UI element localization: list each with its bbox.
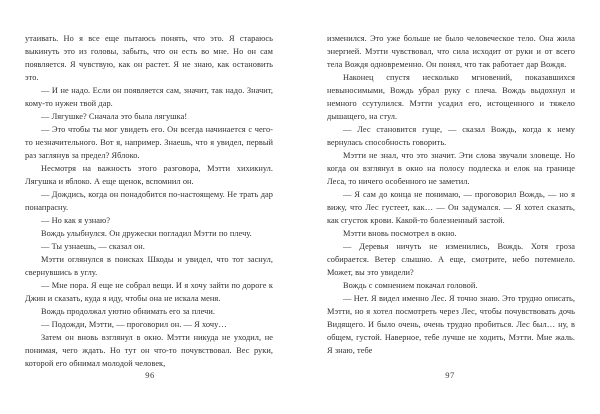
paragraph: Мэтти вновь посмотрел в окно.: [343, 228, 457, 238]
paragraph: — И не надо. Если он появляется сам, значит, так надо. Значит, кому-то нужен твой дар.: [25, 85, 273, 108]
paragraph: — Подожди, Мэтти, — проговорил он. — Я хочу…: [41, 319, 227, 329]
paragraph: — Но как я узнаю?: [41, 215, 111, 225]
paragraph: Вождь улыбнулся. Он дружески погладил Мэтти по плечу.: [41, 228, 252, 238]
page-right: [300, 0, 600, 414]
paragraph: — Нет. Я видел именно Лес. Я точно знаю. Это трудно описать, Мэтти, но я хотел посмотреть через Лес, чтобы почувствовать дочь Видящего. И было очень, очень трудно пробиться. Лес был… ну, в общем, густой. Наверное, тебе лучше не ходить, Мэтти. Мне жаль. Я знаю, тебе: [327, 293, 575, 355]
paragraph: — Мне пора. Я еще не собрал вещи. И я хочу зайти по дороге к Джин и сказать, куда я иду, чтобы она не искала меня.: [25, 280, 273, 303]
paragraph: Вождь продолжал уютно обнимать его за плечи.: [41, 306, 216, 316]
paragraph: — Лягушке? Сначала это была лягушка!: [41, 111, 188, 121]
paragraph: Затем он вновь взглянул в окно. Мэтти никуда не уходил, не понимая, чего ждать. Но тут он что-то почувствовал. Вес руки, которой его обнимал молодой человек,: [25, 332, 273, 368]
paragraph: изменился. Это уже больше не было человеческое тело. Она жила энергией. Мэтти чувствовал, что сила исходит от руки и от всего тела Вождя одновременно. Он понял, что так работает дар Вождя.: [327, 34, 575, 69]
paragraph: — Деревья ничуть не изменились, Вождь. Хотя гроза собирается. Ветер слышно. А еще, смотрите, небо потемнело. Может, вы это увидели?: [327, 241, 575, 277]
paragraph: — Это чтобы ты мог увидеть его. Он всегда начинается с чего-то незначительного. Вот я, например. Знаешь, что я увидел, первый раз заглянув за предел? Яблоко.: [25, 124, 273, 160]
paragraph: — Ты узнаешь, — сказал он.: [41, 241, 145, 251]
page-right-textblock: [327, 33, 575, 358]
paragraph: Мэтти не знал, что это значит. Эти слова звучали зловеще. Но когда он взглянул в окно на полосу подлеска и елок на границе Леса, то ничего особенного не заметил.: [327, 150, 575, 186]
paragraph: Несмотря на важность этого разговора, Мэтти хихикнул. Лягушка и яблоко. А еще щенок, вспомнил он.: [25, 163, 273, 186]
paragraph: Наконец спустя несколько мгновений, показавшихся невыносимыми, Вождь убрал руку с плеча. Вождь выдохнул и немного ссутулился. Мэтти усадил его, истощенного и тяжело дышащего, на стул.: [327, 72, 575, 121]
paragraph: утаивать. Но я все еще пытаюсь понять, что это. Я стараюсь выкинуть это из головы, забыть, что он есть во мне. Но он сам появляется. Я чувствую, как он растет. Я не знаю, как остановить это.: [25, 34, 273, 82]
paragraph: — Лес становится гуще, — сказал Вождь, когда к нему вернулась способность говорить.: [327, 124, 575, 147]
paragraph: Вождь с сомнением покачал головой.: [343, 280, 478, 290]
paragraph: — Я сам до конца не понимаю, — проговорил Вождь, — но я вижу, что Лес густеет, как… — Он задумался. — Я хотел сказать, как сгусток крови. Какой-то болезненный застой.: [327, 189, 575, 225]
paragraph: — Дождись, когда он понадобится по-настоящему. Не трать дар понапрасну.: [25, 189, 273, 212]
page-left-textblock: [25, 33, 273, 371]
page-number-left: 96: [145, 370, 155, 380]
paragraph: Мэтти оглянулся в поисках Шкоды и увидел, что тот заснул, свернувшись в углу.: [25, 254, 273, 277]
page-number-right: 97: [445, 370, 455, 380]
